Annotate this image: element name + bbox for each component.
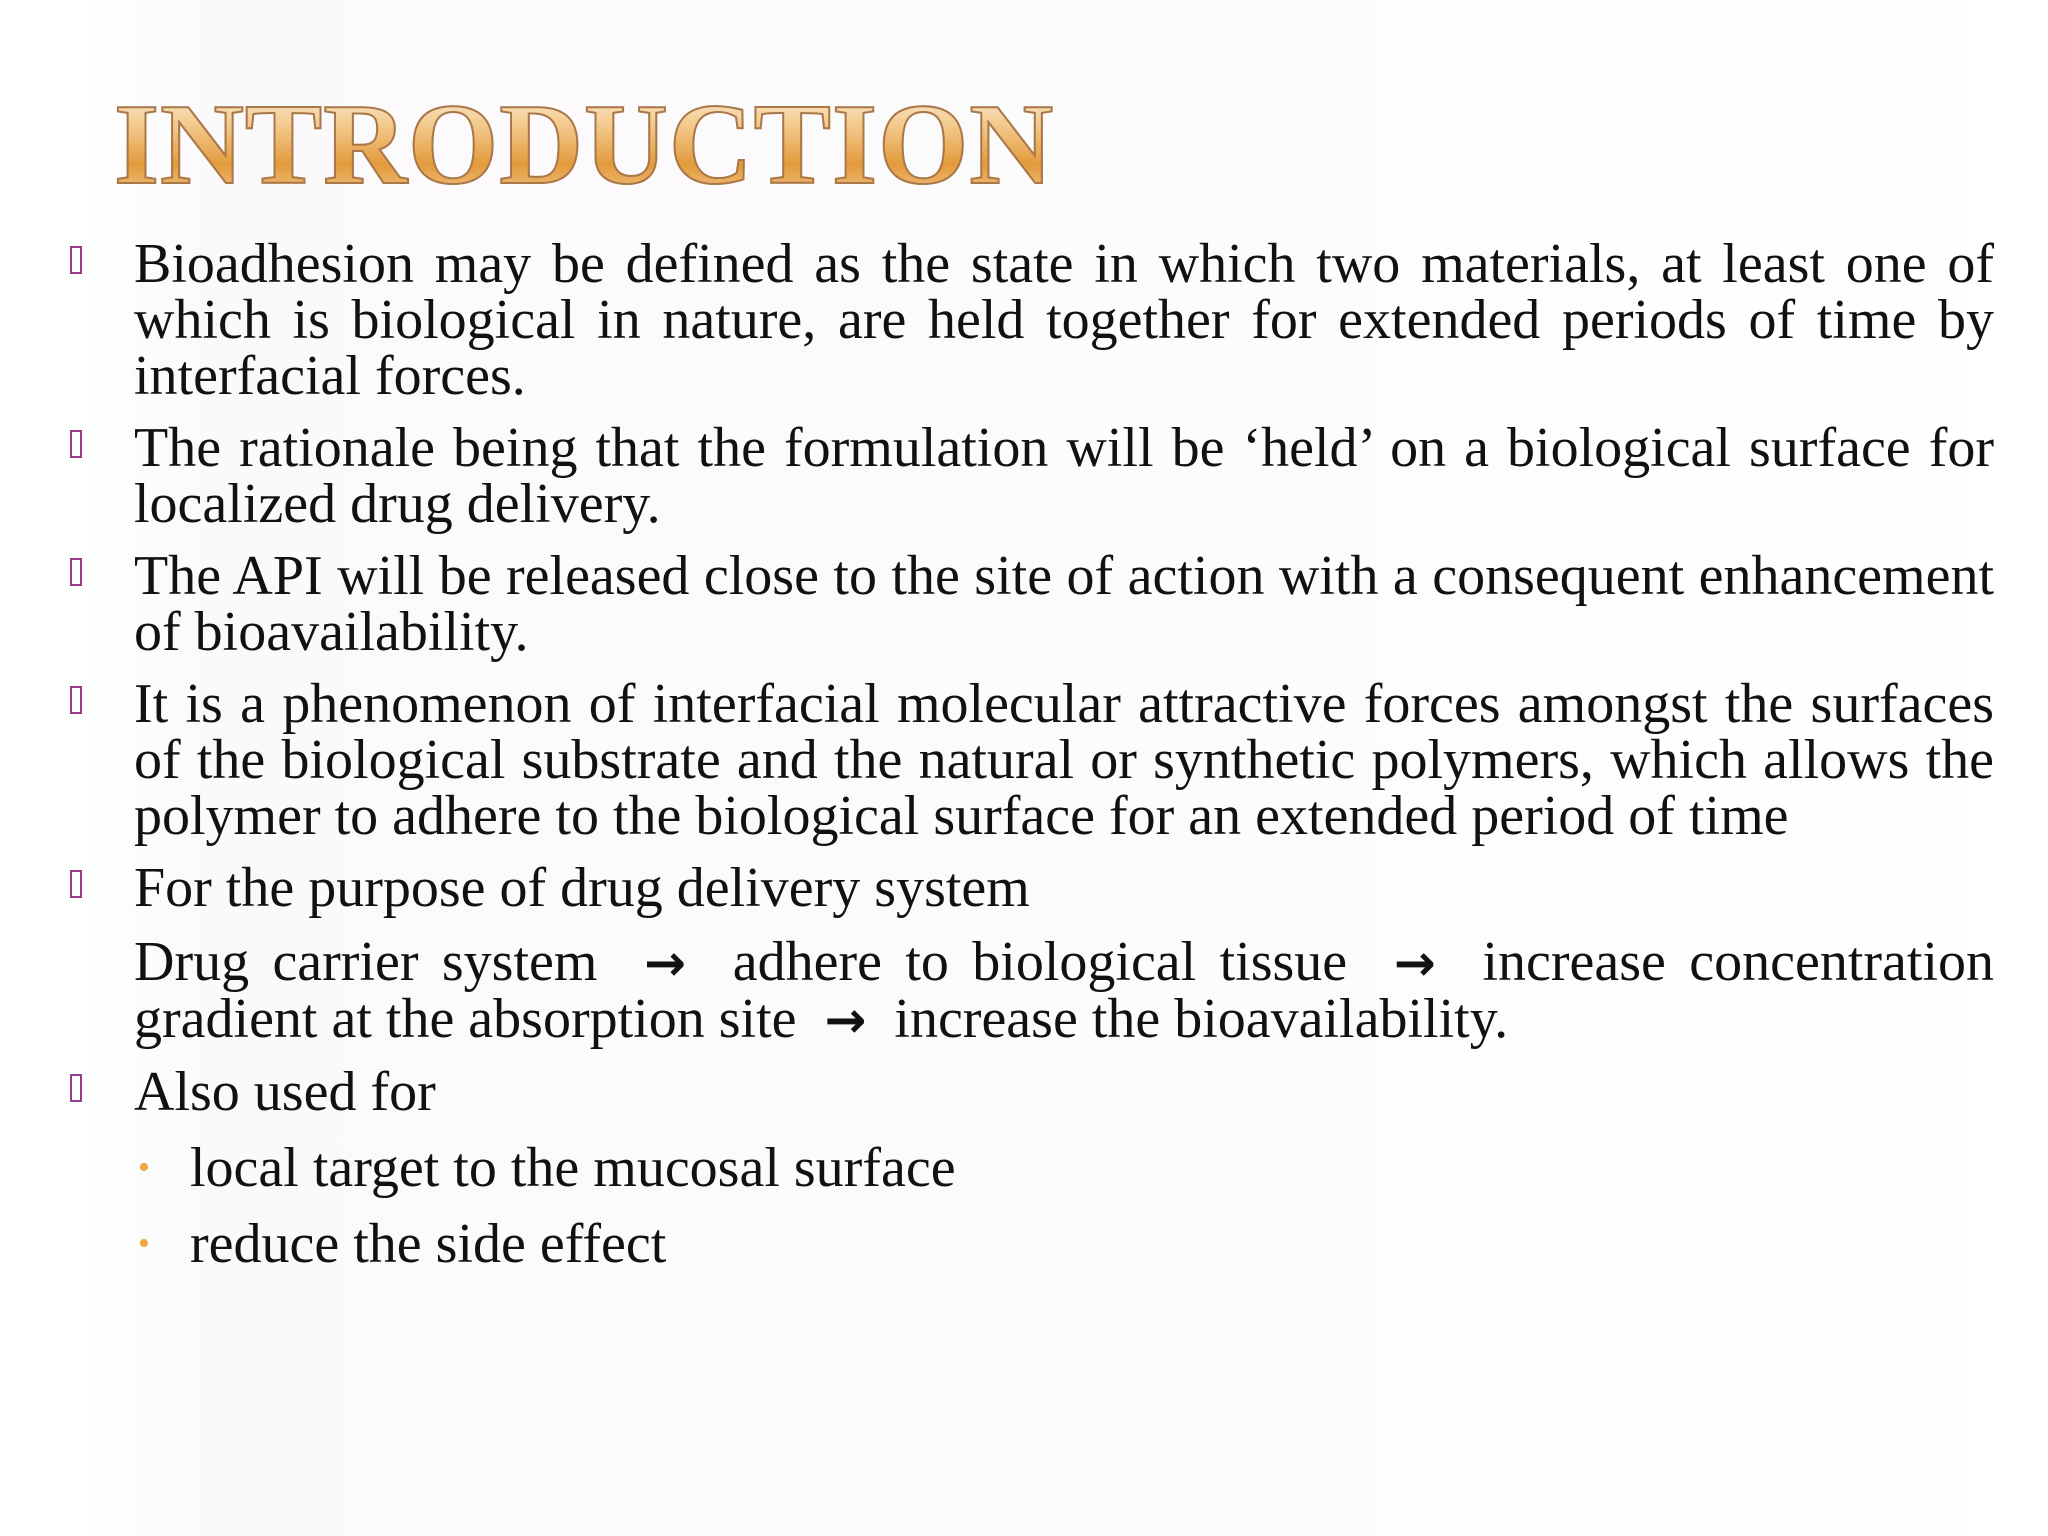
right-arrow-icon: → (1393, 934, 1436, 992)
flow-step-carrier: Drug carrier system (134, 931, 598, 993)
flow-step-gradient: increase concentration gradient at the absorption site (134, 931, 1995, 1050)
bullet-text: Also used for (134, 1061, 436, 1123)
bullet-text: Bioadhesion may be defined as the state in which two materials, at least one of which is biological in nature, are held together for extended periods of time by interfacial forces. (134, 233, 1994, 407)
sub-bullet-text: reduce the side effect (190, 1213, 667, 1275)
bullet-item (134, 233, 1994, 407)
sub-bullet-dot-icon: • (138, 1225, 150, 1262)
flow-step-adhere: adhere to biological tissue (732, 931, 1348, 993)
sub-bullet-dot-icon: • (138, 1149, 150, 1186)
flow-step-bioavailability: increase the bioavailability. (894, 988, 1509, 1050)
sub-bullet-item (134, 1137, 1994, 1199)
bullet-marker-icon (70, 246, 82, 274)
drug-delivery-flow (134, 931, 1995, 1050)
slide-body (134, 233, 1995, 1275)
right-arrow-icon: → (644, 934, 687, 992)
slide-title: INTRODUCTION (114, 81, 1055, 209)
bullet-item (134, 417, 1994, 535)
bullet-marker-icon (70, 870, 82, 898)
bullet-marker-icon (70, 558, 82, 586)
right-arrow-icon: → (824, 991, 867, 1049)
bullet-text: For the purpose of drug delivery system (134, 857, 1030, 919)
bullet-item (134, 857, 1994, 919)
sub-bullet-item (134, 1213, 1994, 1275)
bullet-marker-icon (70, 430, 82, 458)
bullet-marker-icon (70, 686, 82, 714)
bullet-item (134, 1061, 1994, 1123)
bullet-text: The rationale being that the formulation will be ‘held’ on a biological surface for localized drug delivery. (134, 417, 1994, 535)
bullet-text: The API will be released close to the site of action with a consequent enhancement of bioavailability. (134, 545, 1994, 663)
bullet-item (134, 673, 1994, 847)
bullet-item (134, 545, 1994, 663)
bullet-text: It is a phenomenon of interfacial molecular attractive forces amongst the surfaces of the biological substrate and the natural or synthetic polymers, which allows the polymer to adhere to the biological surface for an extended period of time (134, 673, 1994, 847)
sub-bullet-text: local target to the mucosal surface (190, 1137, 956, 1199)
bullet-marker-icon (70, 1074, 82, 1102)
